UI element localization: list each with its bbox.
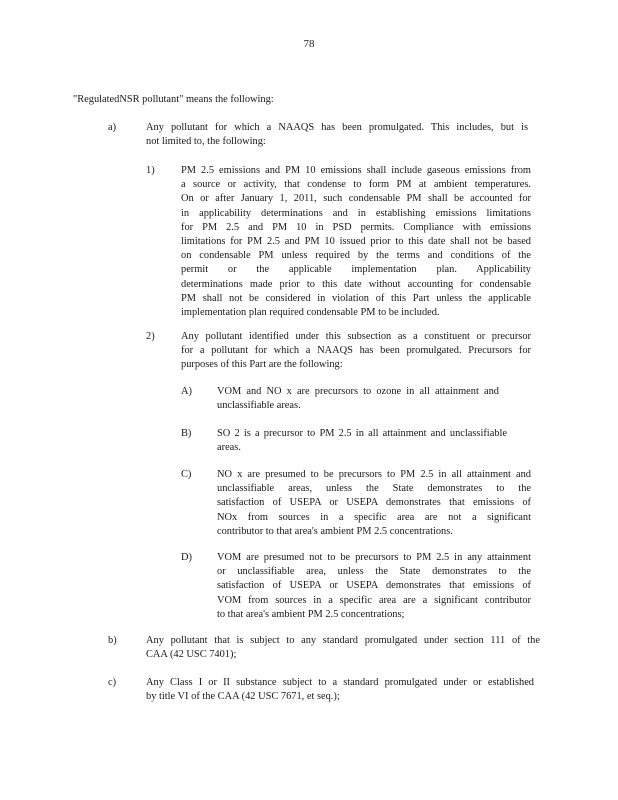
item-c-text	[146, 676, 534, 704]
text-line: to that area's ambient PM 2.5 concentrations;	[217, 608, 405, 620]
text-line: contributor to that area's ambient PM 2.5 concentrations.	[217, 525, 453, 537]
page-number: 78	[303, 38, 315, 50]
item-b-label: b)	[108, 635, 117, 646]
text-line: NO x are presumed to be precursors to PM 2.5 in all attainment and	[217, 469, 531, 480]
text-line: PM 2.5 emissions and PM 10 emissions shall include gaseous emissions from	[181, 165, 531, 176]
item-c-label: c)	[108, 677, 117, 688]
item-1-text	[181, 164, 531, 320]
text-line: areas.	[217, 442, 241, 454]
text-line: not limited to, the following:	[146, 136, 266, 148]
text-line: CAA (42 USC 7401);	[146, 649, 237, 661]
text-line: purposes of this Part are the following:	[181, 359, 343, 371]
item-b-text	[146, 634, 540, 662]
text-line: on condensable PM unless required by the terms and conditions of the	[181, 250, 531, 262]
text-line: VOM from sources in a specific area are a significant contributor	[217, 594, 531, 606]
item-a-label: a)	[108, 122, 117, 133]
item-D-label: D)	[181, 552, 192, 563]
text-line: satisfaction of USEPA or USEPA demonstrates that emissions of	[217, 497, 531, 509]
text-line: VOM and NO x are precursors to ozone in all attainment and	[217, 386, 499, 397]
item-1-label: 1)	[146, 165, 155, 176]
text-line: On or after January 1, 2011, such condensable PM shall be accounted for	[181, 193, 531, 205]
text-line: for a pollutant for which a NAAQS has been promulgated. Precursors for	[181, 345, 531, 357]
item-D-text	[217, 551, 531, 622]
text-line: PM shall not be considered in violation of this Part unless the applicable	[181, 292, 531, 304]
definition-intro: "RegulatedNSR pollutant" means the following:	[73, 94, 274, 105]
text-line: permit or the applicable implementation plan. Applicability	[181, 264, 531, 276]
text-line: Any pollutant that is subject to any standard promulgated under section 111 of the	[146, 635, 540, 646]
text-line: unclassifiable areas, unless the State demonstrates to the	[217, 483, 531, 495]
item-B-text	[217, 427, 507, 455]
text-line: Any pollutant for which a NAAQS has been promulgated. This includes, but is	[146, 122, 528, 133]
item-A-label: A)	[181, 386, 192, 397]
text-line: or unclassifiable area, unless the State demonstrates to the	[217, 566, 531, 578]
text-line: implementation plan required condensable PM to be included.	[181, 307, 440, 319]
item-2-label: 2)	[146, 331, 155, 342]
item-B-label: B)	[181, 428, 192, 439]
item-C-label: C)	[181, 469, 192, 480]
text-line: SO 2 is a precursor to PM 2.5 in all attainment and unclassifiable	[217, 428, 507, 439]
text-line: in applicability determinations and in establishing emissions limitations	[181, 207, 531, 219]
text-line: determinations made prior to this date without accounting for condensable	[181, 278, 531, 290]
text-line: by title VI of the CAA (42 USC 7671, et seq.);	[146, 691, 340, 703]
item-C-text	[217, 468, 531, 539]
item-a-text	[146, 121, 528, 149]
text-line: a source or activity, that condense to form PM at ambient temperatures.	[181, 179, 531, 191]
text-line: NOx from sources in a specific area are not a significant	[217, 511, 531, 523]
text-line: Any pollutant identified under this subsection as a constituent or precursor	[181, 331, 531, 342]
text-line: Any Class I or II substance subject to a standard promulgated under or established	[146, 677, 534, 688]
text-line: unclassifiable areas.	[217, 400, 301, 412]
item-2-text	[181, 330, 531, 373]
text-line: satisfaction of USEPA or USEPA demonstrates that emissions of	[217, 580, 531, 592]
text-line: limitations for PM 2.5 and PM 10 issued prior to this date shall not be based	[181, 236, 531, 248]
item-A-text	[217, 385, 499, 413]
text-line: VOM are presumed not to be precursors to PM 2.5 in any attainment	[217, 552, 531, 563]
text-line: for PM 2.5 and PM 10 in PSD permits. Compliance with emissions	[181, 221, 531, 233]
